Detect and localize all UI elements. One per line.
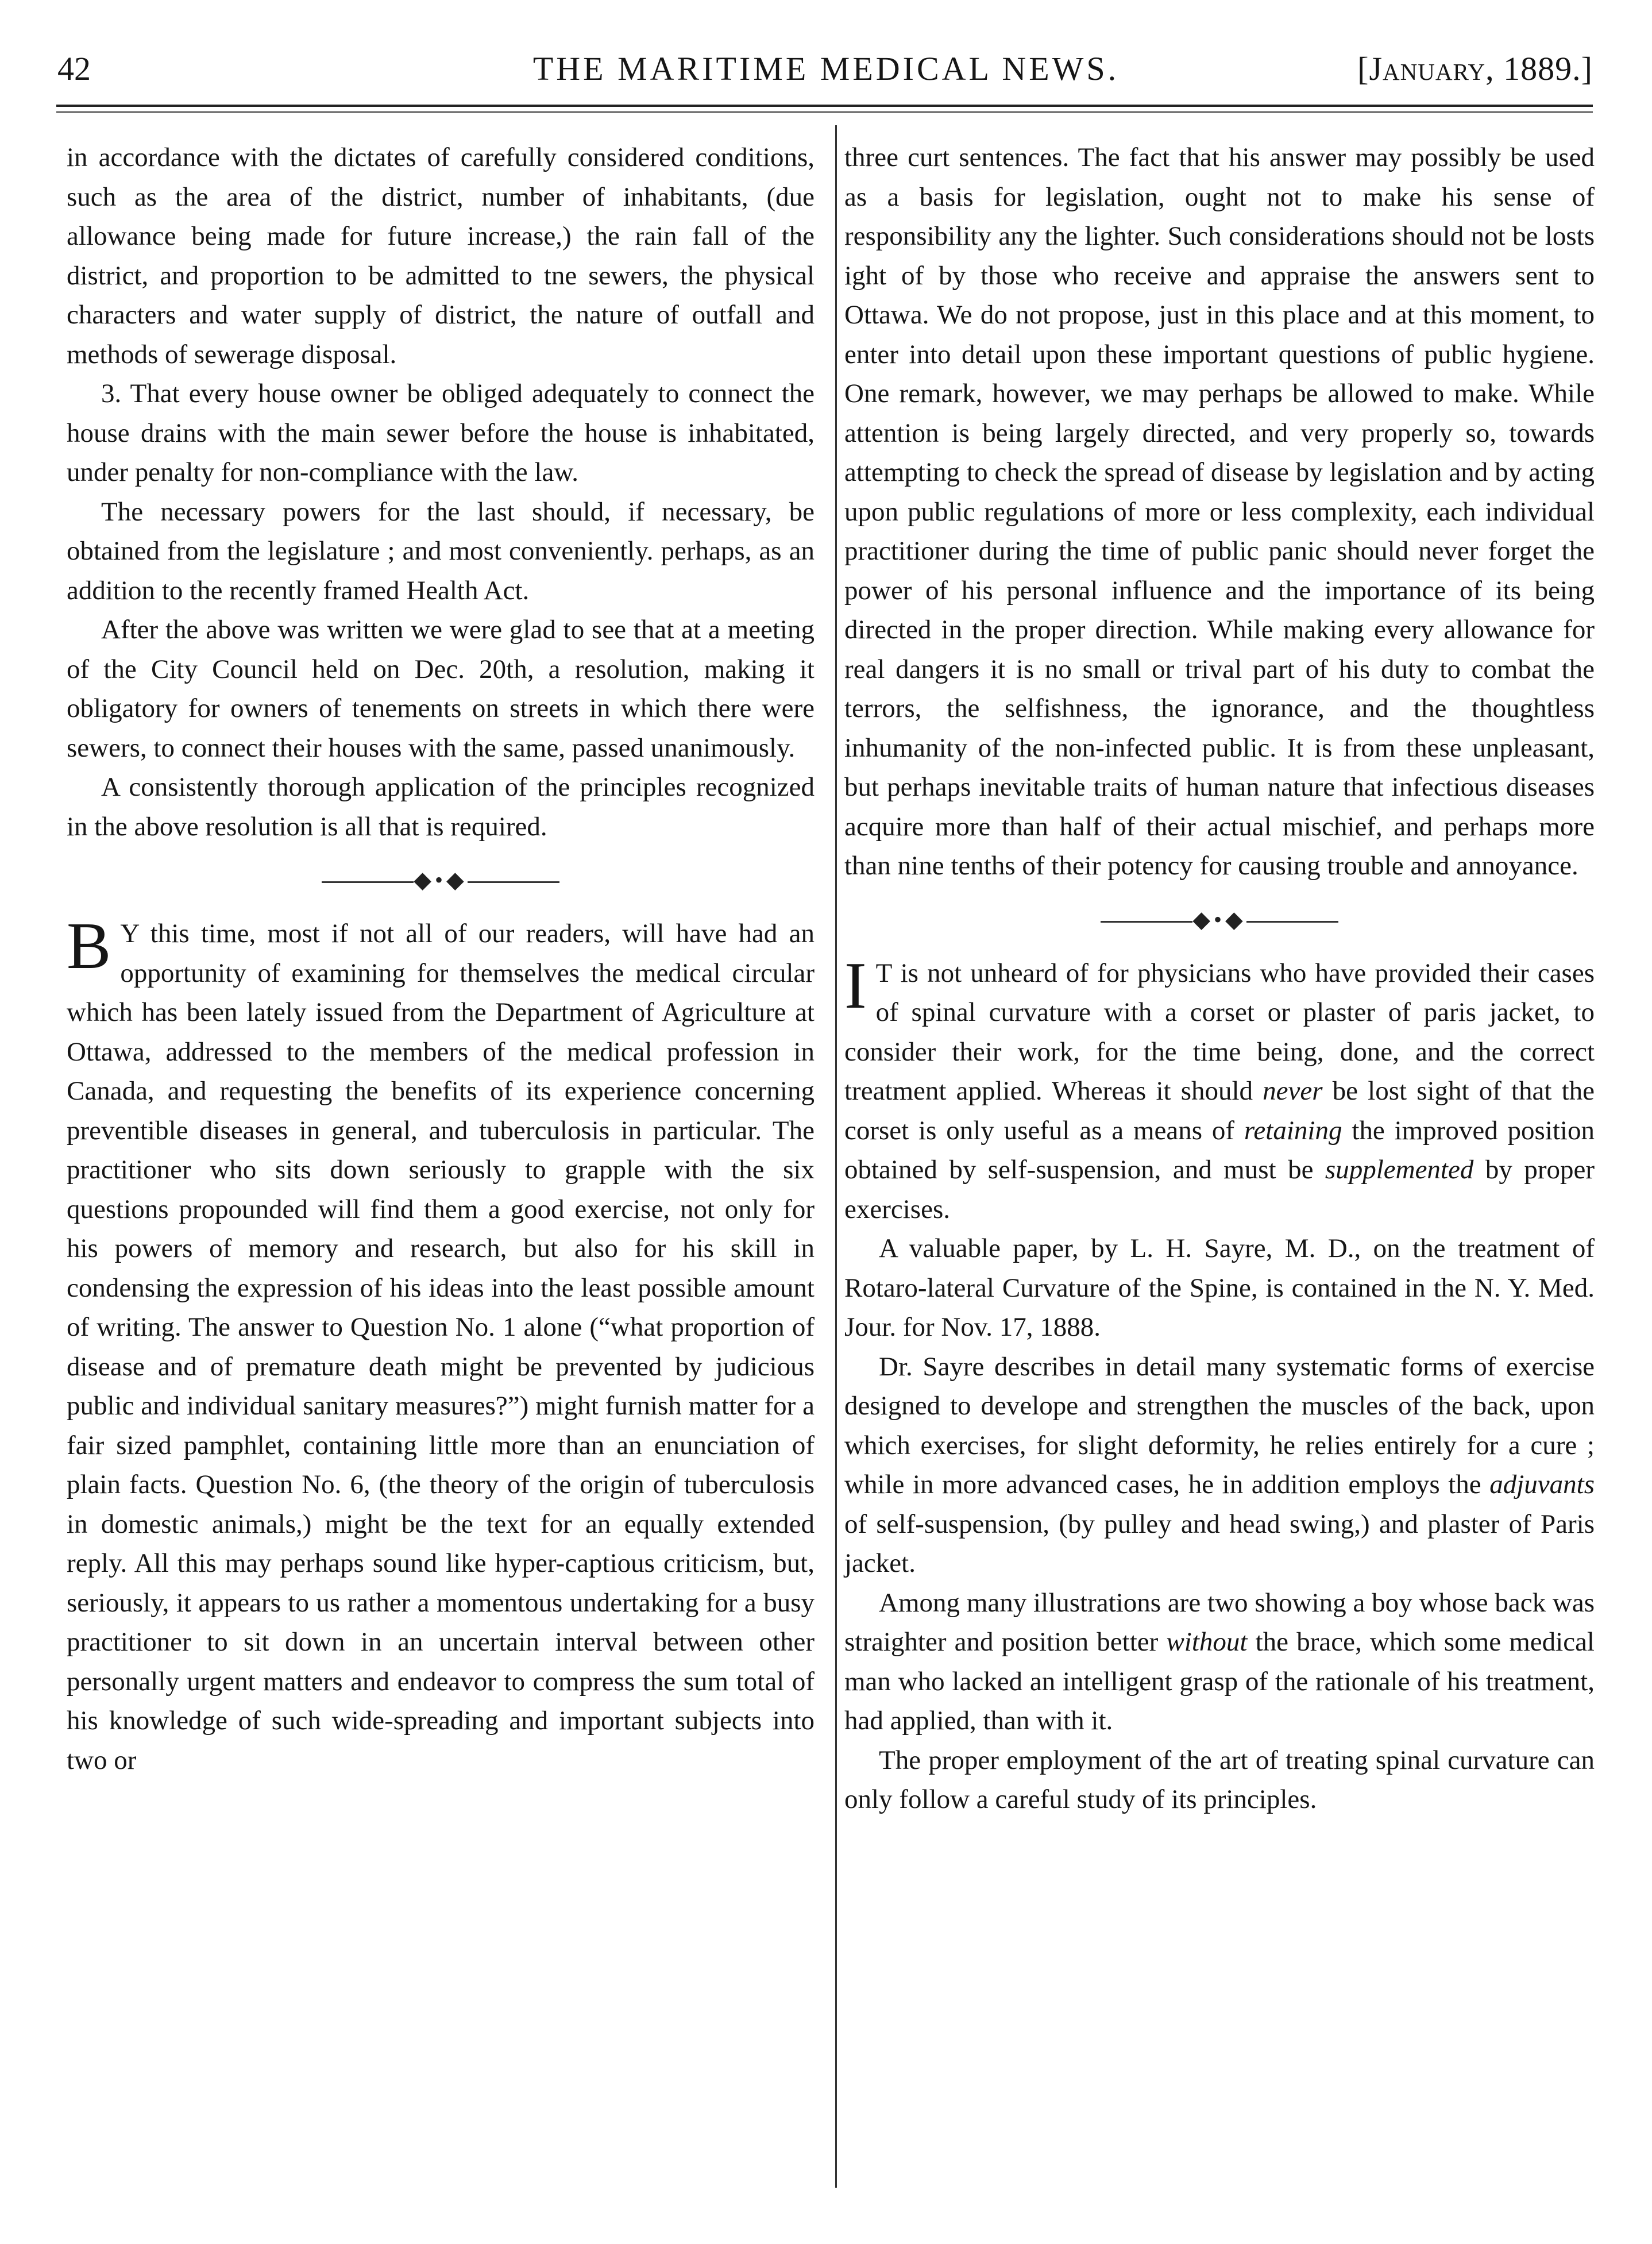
right-column [844, 138, 1595, 1819]
italic-run: retaining [1244, 1115, 1342, 1146]
italic-run: supplemented [1325, 1155, 1474, 1185]
text-run: by proper exercises. [844, 1155, 1595, 1224]
italic-run: adjuvants [1489, 1470, 1595, 1499]
italic-run: without [1166, 1627, 1248, 1657]
section-ornament: ◆•◆ [67, 846, 815, 914]
paragraph: The necessary powers for the last should, if necessary, be obtained from the legislature ; and most conveniently. perhaps, as an addition to the recently framed Health Act. [67, 496, 815, 606]
drop-cap: B [67, 909, 111, 983]
issue-date: [January, 1889.] [1357, 50, 1593, 87]
column-divider [835, 125, 837, 2188]
page-number: 42 [57, 50, 91, 87]
paragraph: After the above was written we were glad to see that at a meeting of the City Council held on Dec. 20th, a resolution, making it obligatory for owners of tenements on streets in which there were sewers, to connect their houses with the same, passed unanimously. [67, 615, 815, 763]
text-run: the brace, which some medical man who lacked an intelligent grasp of the rationale of his treatment, had applied, than with it. [844, 1627, 1595, 1736]
text-run: Among many illustrations are two showing a boy whose back was straighter and position better [844, 1587, 1595, 1657]
journal-title: THE MARITIME MEDICAL NEWS. [532, 50, 1120, 87]
header-rule-thin [56, 111, 1593, 113]
paragraph: The proper employment of the art of treating spinal curvature can only follow a careful study of its principles. [844, 1745, 1595, 1814]
text-run: Dr. Sayre describes in detail many systematic forms of exercise designed to develope and strengthen the muscles of the back, upon which exercises, for slight deformity, he relies entirely for a cure ; while in more advanced cases, he in addition employs the [844, 1351, 1595, 1499]
article-text: Y this time, most if not all of our readers, will have had an opportunity of examining for themselves the medical circular which has been lately issued from the Department of Agriculture at Ottawa, addressed to the members of the medical profession in Canada, and requesting the benefits of its experience concerning preventible diseases in general, and tuberculosis in particular. The practitioner who sits down seriously to grapple with the six questions propounded will find them a good exercise, not only for his powers of memory and research, but also for his skill in condensing the expression of his ideas into the least possible amount of writing. The answer to Question No. 1 alone (“what proportion of disease and of premature death might be prevented by judicious public and individual sanitary measures?”) might furnish matter for a fair sized pamphlet, containing little more than an enunciation of plain facts. Question No. 6, (the theory of the origin of tuberculosis in domestic animals,) might be the text for an equally extended reply. All this may perhaps sound like hyper-captious criticism, but, seriously, it appears to us rather a momentous undertaking for a busy practitioner to sit down in an uncertain interval between other personally urgent matters and endeavor to compress the sum total of his knowledge of such wide-spreading and important subjects into two or [67, 919, 815, 1775]
paragraph [844, 1347, 1595, 1583]
paragraph: A consistently thorough application of the principles recognized in the above resolution is all that is required. [67, 772, 815, 842]
drop-cap: I [844, 949, 867, 1023]
article-paragraph [67, 909, 815, 1780]
running-header [0, 40, 1652, 103]
paragraph: in accordance with the dictates of carefully considered conditions, such as the area of the district, number of inhabitants, (due allowance being made for future increase,) the rain fall of the district, and proportion to be admitted to tne sewers, the physical characters and water supply of district, the nature of outfall and methods of sewerage disposal. [67, 142, 815, 369]
left-column [67, 138, 815, 1780]
paragraph: 3. That every house owner be obliged adequately to connect the house drains with the main sewer before the house is inhabitated, under penalty for non-compliance with the law. [67, 379, 815, 487]
section-ornament: ◆•◆ [844, 886, 1595, 954]
article-paragraph [844, 949, 1595, 1229]
header-rule-thick [56, 105, 1593, 107]
text-run: be lost sight of that the corset is only useful as a means of [844, 1076, 1595, 1146]
text-run: of self-suspension, (by pulley and head swing,) and plaster of Paris jacket. [844, 1509, 1595, 1578]
italic-run: never [1263, 1076, 1323, 1106]
paragraph: three curt sentences. The fact that his answer may possibly be used as a basis for legislation, ought not to make his sense of responsibility any the lighter. Such considerations should not be losts ight of by those who receive and appraise the answers sent to Ottawa. We do not propose, just in this place and at this moment, to enter into detail upon these important questions of public hygiene. One remark, however, we may perhaps be allowed to make. While attention is being largely directed, and very properly so, towards attempting to check the spread of disease by legislation and by acting upon public regulations of more or less complexity, each individual practitioner during the time of public panic should never forget the power of his personal influence and the importance of its being directed in the proper direction. While making every allowance for real dangers it is no small or trival part of his duty to combat the terrors, the selfishness, the ignorance, and the thoughtless inhumanity of the non-infected public. It is from these unpleasant, but perhaps inevitable traits of human nature that infectious diseases acquire more than half of their actual mischief, and perhaps more than nine tenths of their potency for causing trouble and annoyance. [844, 142, 1595, 881]
paragraph: A valuable paper, by L. H. Sayre, M. D., on the treatment of Rotaro-lateral Curvature of the Spine, is contained in the N. Y. Med. Jour. for Nov. 17, 1888. [844, 1233, 1595, 1342]
text-run: T is not unheard of for physicians who have provided their cases of spinal curvature with a corset or plaster of paris jacket, to consider their work, for the time being, done, and the correct treatment applied. Whereas it should [844, 958, 1595, 1106]
paragraph [844, 1583, 1595, 1741]
text-run: the improved position obtained by self-suspension, and must be [844, 1115, 1595, 1185]
